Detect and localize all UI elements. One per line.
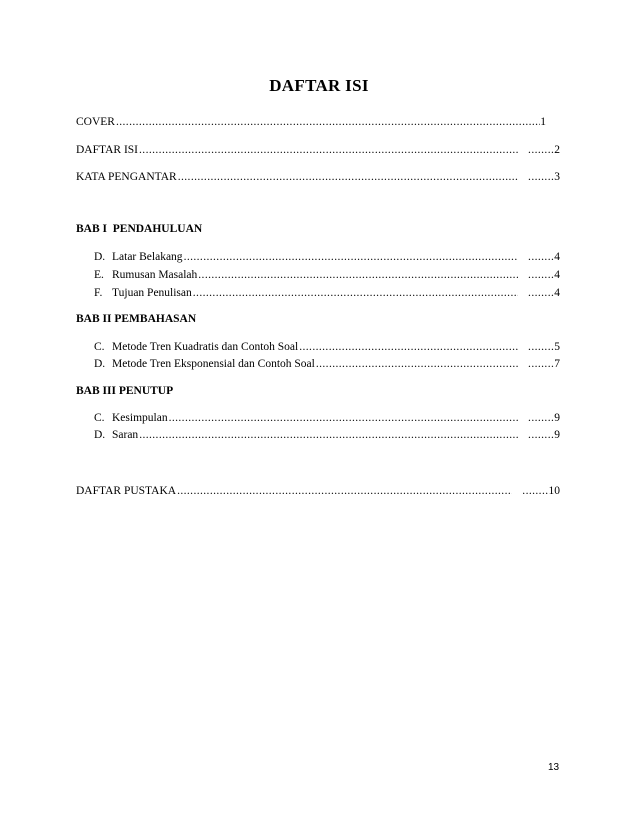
toc-entry-page: 7 <box>554 358 560 370</box>
subentry-letter: D. <box>94 251 106 263</box>
toc-title: DAFTAR ISI <box>269 76 369 95</box>
toc-entry-page: 5 <box>554 341 560 353</box>
toc-page-column <box>522 484 560 498</box>
toc-entry-page: 1 <box>540 116 546 128</box>
toc-entry-page: 9 <box>554 429 560 441</box>
subentry-letter: D. <box>94 429 106 441</box>
dot-leader <box>198 268 518 282</box>
toc-entry-label: DAFTAR PUSTAKA <box>76 485 177 497</box>
subentry-letter: D. <box>94 358 106 370</box>
dot-leader <box>184 250 518 264</box>
toc-subentry <box>94 357 560 371</box>
toc-entry-label: DAFTAR ISI <box>76 144 139 156</box>
toc-page-column <box>528 286 560 300</box>
toc-subentry <box>94 411 560 425</box>
toc-entry-label: Metode Tren Kuadratis dan Contoh Soal <box>112 341 299 353</box>
dot-leader <box>177 484 512 498</box>
chapter-heading-bab-3: BAB III PENUTUP <box>76 385 174 397</box>
toc-entry-kata-pengantar <box>76 170 560 184</box>
dot-leader <box>193 286 518 300</box>
toc-subentry <box>94 286 560 300</box>
toc-page-column <box>528 411 560 425</box>
dot-leader <box>299 340 518 354</box>
dot-leader <box>178 170 518 184</box>
toc-subentry <box>94 340 560 354</box>
toc-entry-label: COVER <box>76 116 115 128</box>
toc-entry-page: 3 <box>554 171 560 183</box>
toc-subentry <box>94 268 560 282</box>
dot-leader <box>169 411 518 425</box>
toc-entry-daftar-isi <box>76 143 560 157</box>
toc-subentry <box>94 250 560 264</box>
toc-entry-page: 4 <box>554 287 560 299</box>
toc-entry-label: Metode Tren Eksponensial dan Contoh Soal <box>112 358 315 370</box>
toc-entry-daftar-pustaka <box>76 484 560 498</box>
toc-page-column <box>528 268 560 282</box>
dot-leader <box>139 143 518 157</box>
chapter-heading-bab-1: BAB I PENDAHULUAN <box>76 223 203 235</box>
toc-subentry <box>94 428 560 442</box>
toc-page-column <box>528 170 560 184</box>
toc-entry-page: 4 <box>554 269 560 281</box>
toc-entry-label: Rumusan Masalah <box>112 269 198 281</box>
dot-leader <box>316 357 518 371</box>
chapter-heading-bab-2: BAB II PEMBAHASAN <box>76 313 197 325</box>
toc-entry-page: 9 <box>554 412 560 424</box>
subentry-letter: C. <box>94 412 105 424</box>
toc-page-column <box>528 250 560 264</box>
page-number: 13 <box>548 762 560 773</box>
toc-page-column <box>528 340 560 354</box>
subentry-letter: C. <box>94 341 105 353</box>
toc-entry-label: KATA PENGANTAR <box>76 171 177 183</box>
toc-entry-page: 10 <box>548 485 560 497</box>
subentry-letter: E. <box>94 269 104 281</box>
toc-page-column <box>528 428 560 442</box>
toc-entry-label: Latar Belakang <box>112 251 183 263</box>
toc-page-column <box>528 143 560 157</box>
toc-entry-page: 4 <box>554 251 560 263</box>
dot-leader <box>139 428 518 442</box>
toc-entry-label: Saran <box>112 429 139 441</box>
toc-entry-page: 2 <box>554 144 560 156</box>
toc-entry-label: Kesimpulan <box>112 412 168 424</box>
toc-page-column <box>528 357 560 371</box>
toc-entry-cover <box>76 115 546 129</box>
dot-leader <box>116 115 540 129</box>
subentry-letter: F. <box>94 287 103 299</box>
toc-entry-label: Tujuan Penulisan <box>112 287 192 299</box>
